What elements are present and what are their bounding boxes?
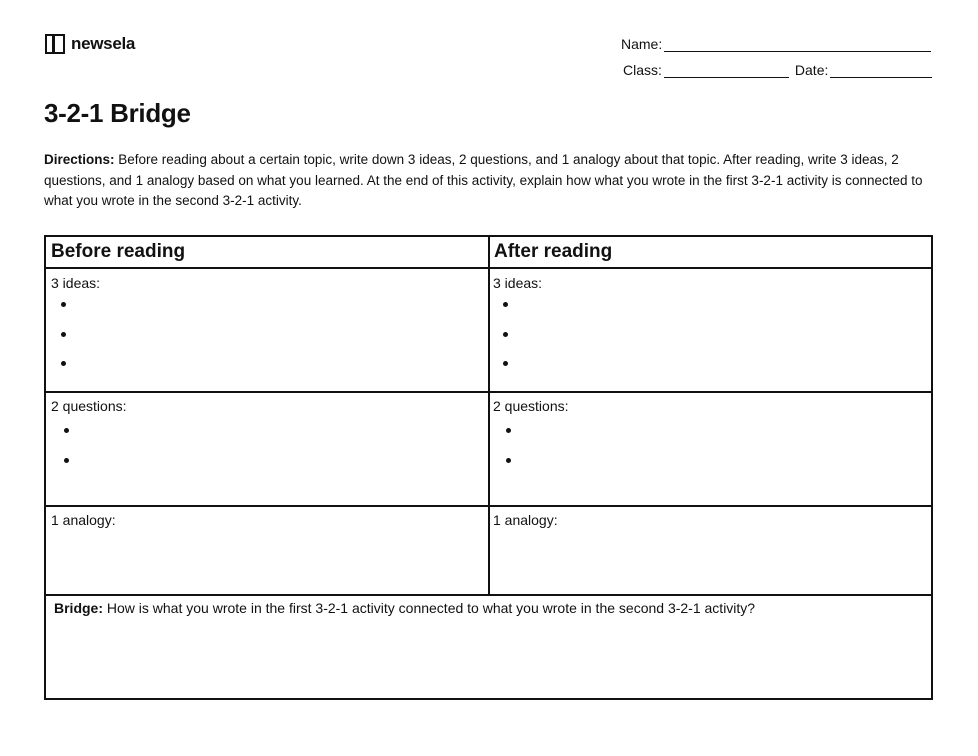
analogy-divider: [46, 594, 931, 596]
before-reading-header: Before reading: [51, 241, 186, 262]
name-line[interactable]: [664, 37, 931, 52]
bullet: [493, 296, 923, 326]
before-ideas-label: 3 ideas:: [51, 275, 101, 291]
name-field: [621, 36, 931, 52]
class-date-field: [623, 62, 932, 78]
bridge-cell[interactable]: [54, 600, 755, 616]
bridge-table: [44, 235, 933, 700]
bullet: [493, 355, 923, 385]
before-ideas-cell[interactable]: [51, 275, 481, 387]
column-divider: [488, 237, 490, 594]
header-divider: [46, 267, 931, 269]
logo-text: newsela: [71, 34, 136, 53]
after-analogy-label: 1 analogy:: [493, 512, 558, 528]
bullet: [51, 422, 481, 452]
bullet: [493, 422, 923, 452]
name-label: Name:: [621, 36, 663, 52]
ideas-divider: [46, 391, 931, 393]
book-icon: [45, 34, 65, 54]
page-title: 3-2-1 Bridge: [44, 98, 191, 128]
after-questions-cell[interactable]: [493, 398, 923, 498]
bullet: [51, 452, 481, 482]
after-questions-label: 2 questions:: [493, 398, 569, 414]
directions-text: Before reading about a certain topic, write down 3 ideas, 2 questions, and 1 analogy about that topic. After reading, write 3 ideas, 2 questions, and 1 analogy based on what you learned. At the end of this activity, explain how what you wrote in the first 3-2-1 activity is connected to what you wrote in the second 3-2-1 activity.: [44, 152, 923, 208]
bullet: [493, 452, 923, 482]
before-questions-label: 2 questions:: [51, 398, 127, 414]
before-questions-list: [51, 422, 481, 481]
before-analogy-label: 1 analogy:: [51, 512, 116, 528]
before-questions-cell[interactable]: [51, 398, 481, 498]
newsela-logo: [45, 34, 135, 54]
bridge-question: How is what you wrote in the first 3-2-1 activity connected to what you wrote in the second 3-2-1 activity?: [103, 600, 756, 616]
class-label: Class:: [623, 62, 662, 78]
after-ideas-cell[interactable]: [493, 275, 923, 387]
date-line[interactable]: [830, 63, 932, 78]
bridge-label: Bridge:: [54, 600, 103, 616]
after-ideas-label: 3 ideas:: [493, 275, 543, 291]
date-label: Date:: [794, 62, 829, 78]
questions-divider: [46, 505, 931, 507]
before-ideas-list: [51, 296, 481, 385]
after-analogy-cell[interactable]: [493, 512, 923, 590]
after-ideas-list: [493, 296, 923, 385]
after-questions-list: [493, 422, 923, 481]
bullet: [51, 296, 481, 326]
directions-label: Directions:: [44, 152, 115, 167]
before-analogy-cell[interactable]: [51, 512, 481, 590]
bullet: [51, 326, 481, 356]
after-reading-header: After reading: [494, 241, 613, 262]
class-line[interactable]: [664, 63, 789, 78]
bullet: [51, 355, 481, 385]
bullet: [493, 326, 923, 356]
directions: [44, 150, 934, 212]
